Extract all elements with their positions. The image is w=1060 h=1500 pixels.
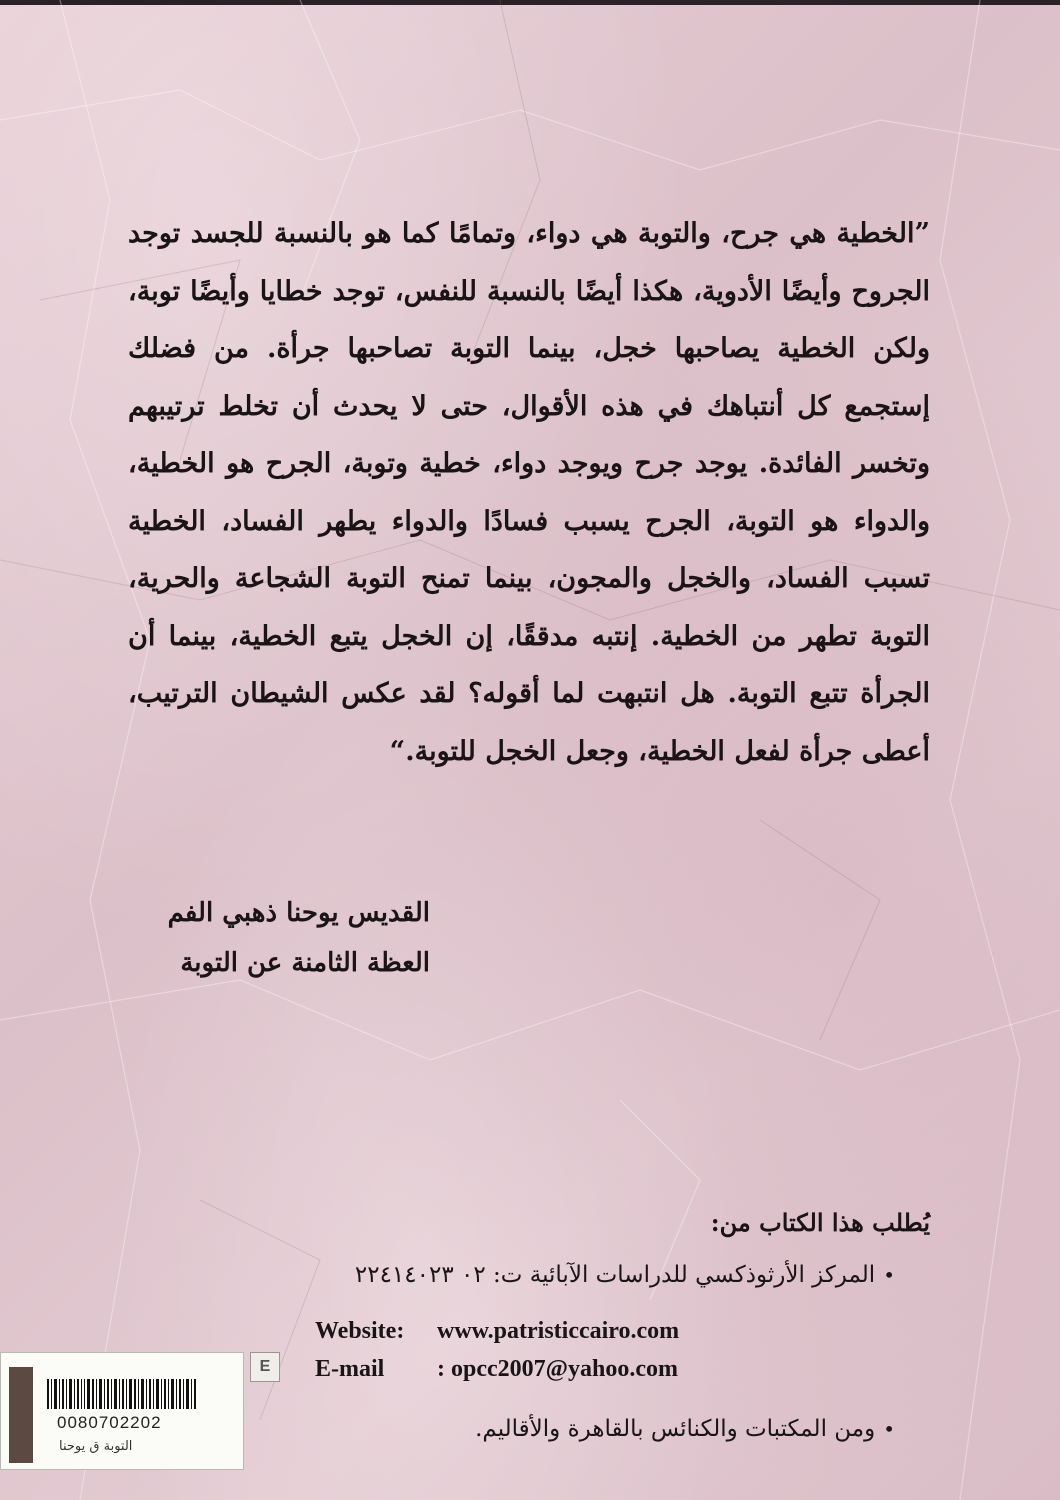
sticker-title: التوبة ق يوحنا — [59, 1439, 133, 1454]
quote-text: ”الخطية هي جرح، والتوبة هي دواء، وتمامًا كما هو بالنسبة للجسد توجد الجروح وأيضًا الأدوية، هكذا أيضًا بالنسبة للنفس، توجد خطايا وأيضًا توبة، ولكن الخطية يصاحبها خجل، بينما التوبة تصاحبها جرأة. من فضلك إستجمع كل أنتباهك في هذه الأقوال، حتى لا يحدث أن تخلط ترتيبهم وتخسر الفائدة. يوجد جرح ويوجد دواء، خطية وتوبة، الجرح هو الخطية، والدواء هو التوبة، الجرح يسبب فسادًا والدواء يطهر الفساد، الخطية تسبب الفساد، والخجل والمجون، بينما تمنح التوبة الشجاعة والحرية، التوبة تطهر من الخطية. إنتبه مدققًا، إن الخجل يتبع الخطية، بينما أن الجرأة تتبع التوبة. هل انتبهت لما أقوله؟ لقد عكس الشيطان الترتيب، أعطى جرأة لفعل الخطية، وجعل الخجل للتوبة.“ — [128, 218, 930, 767]
sticker-tab — [9, 1367, 33, 1463]
website-link[interactable]: www.patristiccairo.com — [437, 1318, 680, 1344]
bookstores-text: ومن المكتبات والكنائس بالقاهرة والأقاليم. — [475, 1416, 876, 1442]
attribution-author: القديس يوحنا ذهبي الفم — [167, 898, 430, 928]
bullet-icon: • — [883, 1263, 895, 1287]
website-line — [315, 1318, 679, 1345]
email-line — [315, 1356, 678, 1383]
library-sticker — [0, 1352, 244, 1470]
ordering-title: يُطلب هذا الكتاب من: — [710, 1208, 930, 1237]
corner-box: E — [250, 1352, 280, 1382]
attribution-source: العظة الثامنة عن التوبة — [180, 948, 430, 978]
email-link[interactable]: : opcc2007@yahoo.com — [437, 1356, 678, 1382]
website-label: Website: — [315, 1318, 405, 1344]
attribution — [130, 888, 430, 988]
orthodox-center-text: المركز الأرثوذكسي للدراسات الآبائية ت: ٠٢ ٢٢٤١٤٠٢٣ — [354, 1262, 876, 1288]
bullet-icon: • — [883, 1417, 895, 1441]
orthodox-center-line — [255, 1262, 895, 1288]
bookstores-line — [445, 1416, 895, 1442]
email-label: E-mail — [315, 1356, 385, 1382]
barcode-icon — [47, 1379, 197, 1409]
barcode-number: 0080702202 — [57, 1413, 162, 1432]
